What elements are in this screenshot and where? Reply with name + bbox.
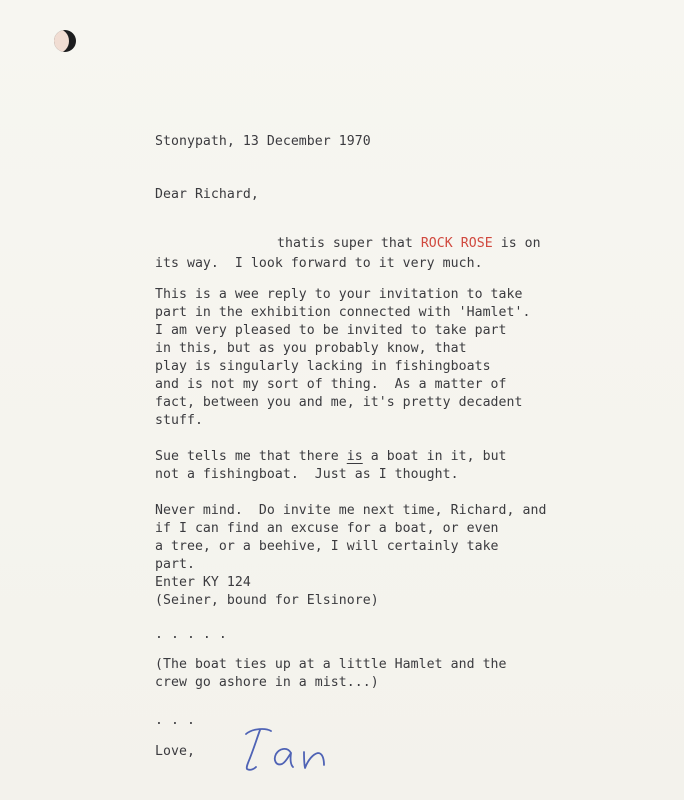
closing: Love, [155,744,195,759]
paragraph-2-line-2: part in the exhibition connected with 'Hamlet'. [155,305,531,320]
rock-rose-intro: thatis super that [277,236,421,251]
verse-dots: . . . . . [155,627,227,642]
sue-tells-before: Sue tells me that there [155,449,347,464]
punch-hole [54,30,76,52]
paragraph-4-line-1: Never mind. Do invite me next time, Richard, and [155,503,547,518]
rock-rose-title: ROCK ROSE [420,236,493,251]
paragraph-2-line-4: in this, but as you probably know, that [155,341,467,356]
paragraph-3-line-2: not a fishingboat. Just as I thought. [155,467,459,482]
handwritten-signature [238,720,383,778]
paragraph-3-line-1 [155,450,507,463]
verse-dots-2: . . . [155,713,195,728]
rock-rose-outro: is on [492,236,541,251]
paragraph-1-line-1 [277,237,541,250]
paragraph-4-line-4: part. [155,557,195,572]
paragraph-2-line-8: stuff. [155,413,203,428]
sue-tells-after: a boat in it, but [362,449,507,464]
verse-line-3: (The boat ties up at a little Hamlet and the [155,657,507,672]
verse-line-2: (Seiner, bound for Elsinore) [155,593,379,608]
paragraph-4-line-2: if I can find an excuse for a boat, or even [155,521,499,536]
salutation: Dear Richard, [155,187,259,202]
dateline: Stonypath, 13 December 1970 [155,134,371,149]
verse-line-4: crew go ashore in a mist...) [155,675,379,690]
paragraph-2-line-5: play is singularly lacking in fishingboats [155,359,491,374]
paragraph-4-line-3: a tree, or a beehive, I will certainly take [155,539,499,554]
paragraph-2-line-1: This is a wee reply to your invitation to take [155,287,523,302]
underlined-word: is [346,449,363,464]
paragraph-1-line-2: its way. I look forward to it very much. [155,256,483,271]
verse-line-1: Enter KY 124 [155,575,251,590]
paragraph-2-line-7: fact, between you and me, it's pretty decadent [155,395,523,410]
paragraph-2-line-6: and is not my sort of thing. As a matter of [155,377,507,392]
paragraph-2-line-3: I am very pleased to be invited to take part [155,323,507,338]
